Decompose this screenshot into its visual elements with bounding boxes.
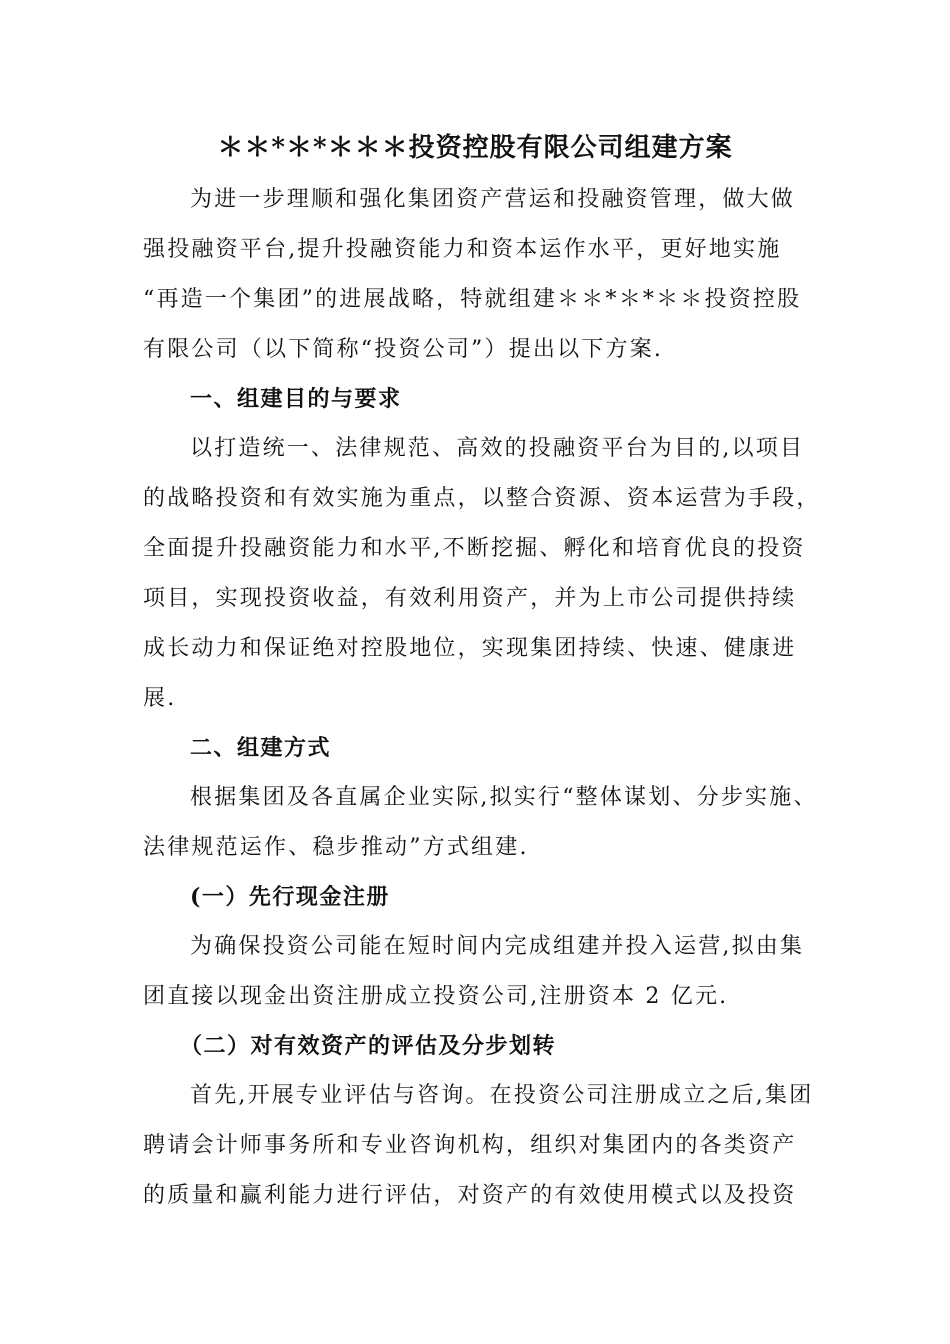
- section1-line-5: 成长动力和保证绝对控股地位，实现集团持续、快速、健康进: [143, 636, 797, 661]
- subsection1-line-2: 团直接以现金出资注册成立投资公司,注册资本 2 亿元.: [143, 984, 729, 1009]
- section1-line-3: 全面提升投融资能力和水平,不断挖掘、孵化和培育优良的投资: [143, 536, 806, 561]
- subsection2-heading: （二）对有效资产的评估及分步划转: [180, 1033, 557, 1059]
- section2-line-1: 根据集团及各直属企业实际,拟实行“整体谋划、分步实施、: [190, 785, 818, 810]
- subsection2-line-1: 首先,开展专业评估与咨询。在投资公司注册成立之后,集团: [190, 1083, 814, 1108]
- section1-line-1: 以打造统一、法律规范、高效的投融资平台为目的,以项目: [190, 436, 805, 461]
- intro-line-4: 有限公司（以下简称“投资公司”）提出以下方案.: [143, 337, 664, 362]
- intro-line-2: 强投融资平台,提升投融资能力和资本运作水平，更好地实施: [143, 237, 782, 262]
- subsection2-line-3: 的质量和赢利能力进行评估，对资产的有效使用模式以及投资: [143, 1183, 797, 1208]
- section1-line-6: 展.: [143, 686, 177, 711]
- section2-line-2: 法律规范运作、稳步推动”方式组建.: [143, 835, 529, 860]
- intro-line-1: 为进一步理顺和强化集团资产营运和投融资管理，做大做: [190, 187, 796, 212]
- subsection2-line-2: 聘请会计师事务所和专业咨询机构，组织对集团内的各类资产: [143, 1133, 797, 1158]
- section1-line-2: 的战略投资和有效实施为重点，以整合资源、资本运营为手段，: [143, 486, 821, 511]
- subsection1-line-1: 为确保投资公司能在短时间内完成组建并投入运营,拟由集: [190, 934, 805, 959]
- section1-line-4: 项目，实现投资收益，有效利用资产，并为上市公司提供持续: [143, 586, 797, 611]
- section1-heading: 一、组建目的与要求: [190, 386, 402, 412]
- section2-heading: 二、组建方式: [190, 735, 332, 761]
- subsection1-heading: (一）先行现金注册: [190, 884, 390, 910]
- intro-line-3: “再造一个集团”的进展战略，特就组建＊＊*＊*＊＊投资控股: [143, 287, 802, 312]
- document-title: ＊＊*＊*＊＊＊投资控股有限公司组建方案: [217, 133, 733, 163]
